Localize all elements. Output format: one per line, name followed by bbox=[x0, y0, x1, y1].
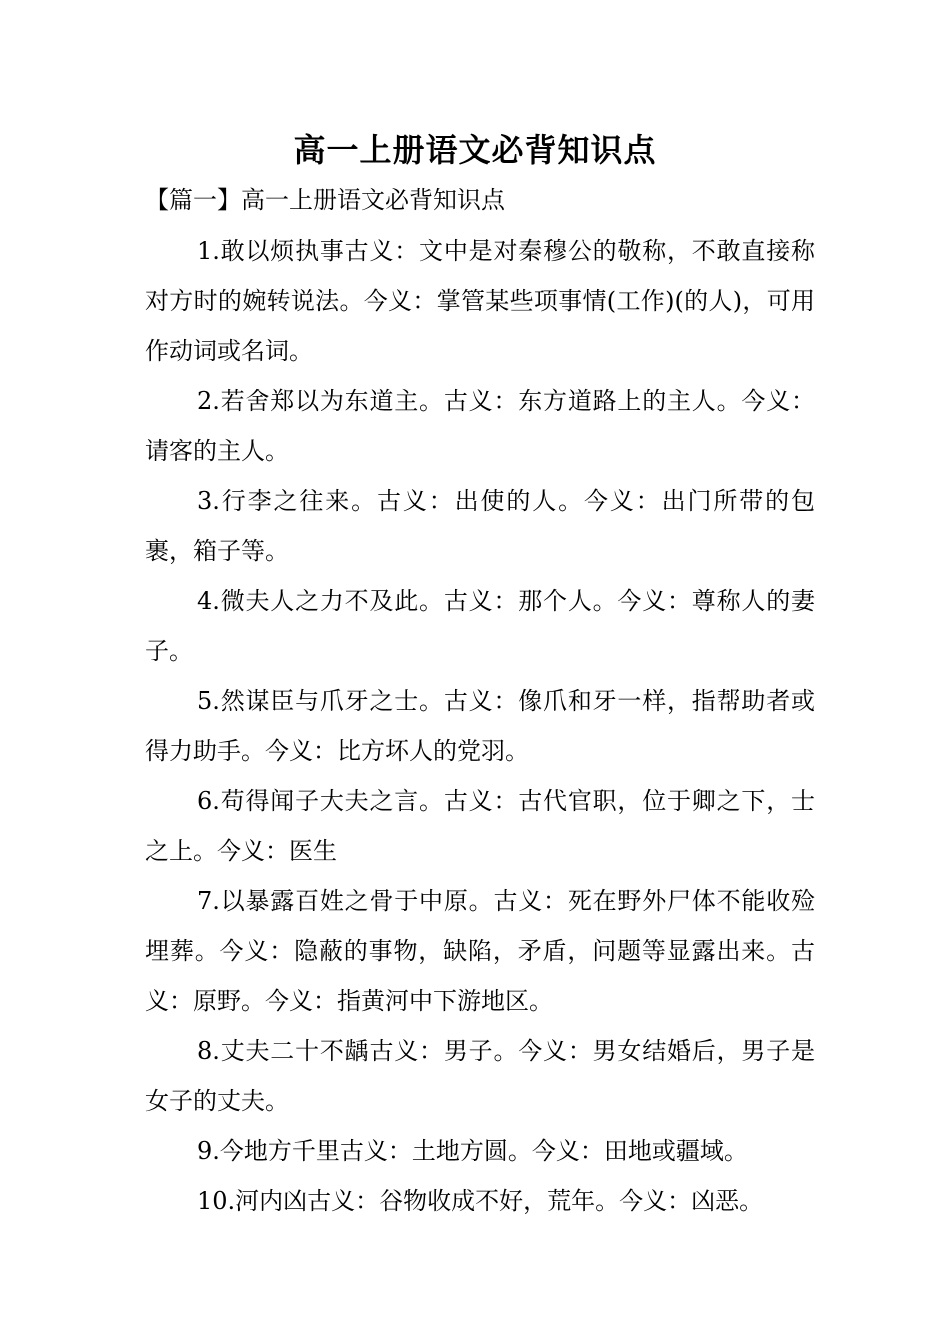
section-heading: 【篇一】高一上册语文必背知识点 bbox=[145, 186, 505, 214]
list-item: 10.河内凶古义：谷物收成不好，荒年。今义：凶恶。 bbox=[197, 1187, 764, 1215]
list-item: 6.苟得闻子大夫之言。古义：古代官职，位于卿之下，士之上。今义：医生 bbox=[145, 787, 815, 865]
list-item: 2.若舍郑以为东道主。古义：东方道路上的主人。今义：请客的主人。 bbox=[145, 387, 815, 465]
list-item: 9.今地方千里古义：土地方圆。今义：田地或疆域。 bbox=[197, 1137, 748, 1165]
list-item: 8.丈夫二十不龋古义：男子。今义：男女结婚后，男子是女子的丈夫。 bbox=[145, 1037, 815, 1115]
list-item: 4.微夫人之力不及此。古义：那个人。今义：尊称人的妻子。 bbox=[145, 587, 815, 665]
list-item: 3.行李之往来。古义：出使的人。今义：出门所带的包裹，箱子等。 bbox=[145, 487, 815, 565]
page-title: 高一上册语文必背知识点 bbox=[293, 131, 657, 169]
list-item: 5.然谋臣与爪牙之士。古义：像爪和牙一样，指帮助者或得力助手。今义：比方坏人的党羽。 bbox=[145, 687, 815, 765]
list-item: 1.敢以烦执事古义：文中是对秦穆公的敬称，不敢直接称对方时的婉转说法。今义：掌管某些项事情(工作)(的人)，可用作动词或名词。 bbox=[145, 237, 815, 365]
list-item: 7.以暴露百姓之骨于中原。古义：死在野外尸体不能收殓埋葬。今义：隐蔽的事物，缺陷，矛盾，问题等显露出来。古义：原野。今义：指黄河中下游地区。 bbox=[145, 887, 815, 1015]
document-body bbox=[145, 226, 815, 1226]
